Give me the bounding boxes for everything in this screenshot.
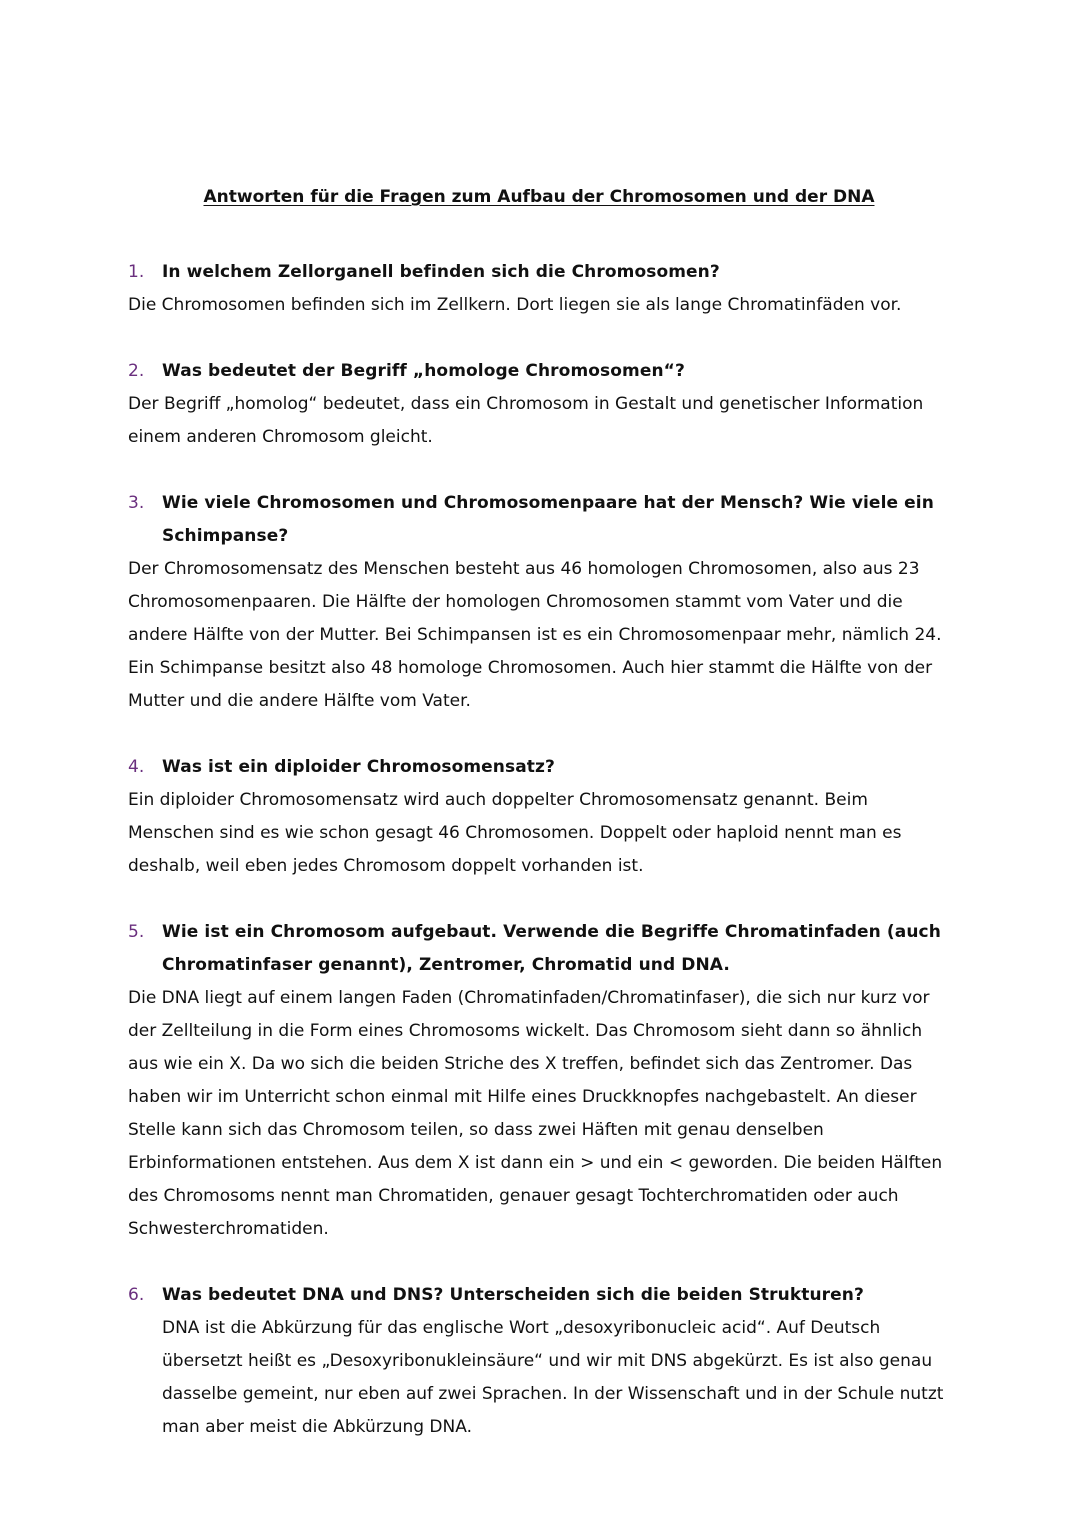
question-text-6: Was bedeutet DNA und DNS? Unterscheiden sich die beiden Strukturen?: [162, 1285, 864, 1305]
question-number-1: 1.: [128, 262, 145, 282]
question-text-4: Was ist ein diploider Chromosomensatz?: [162, 757, 555, 777]
question-number-3: 3.: [128, 493, 145, 513]
question-4: [128, 751, 950, 784]
question-text-2: Was bedeutet der Begriff „homologe Chromosomen“?: [162, 361, 685, 381]
question-3: [128, 487, 950, 553]
question-5: [128, 916, 950, 982]
qa-item-6: [128, 1279, 950, 1444]
question-number-5: 5.: [128, 922, 145, 942]
document-title: Antworten für die Fragen zum Aufbau der Chromosomen und der DNA: [203, 187, 875, 207]
qa-item-2: [128, 355, 950, 454]
document-page: [128, 180, 950, 1477]
answer-1: Die Chromosomen befinden sich im Zellkern. Dort liegen sie als lange Chromatinfäden vor.: [128, 295, 902, 315]
answer-6: DNA ist die Abkürzung für das englische Wort „desoxyribonucleic acid“. Auf Deutsch übersetzt heißt es „Desoxyribonukleinsäure“ und wir mit DNS abgekürzt. Es ist also genau dasselbe gemeint, nur eben auf zwei Sprachen. In der Wissenschaft und in der Schule nutzt man aber meist die Abkürzung DNA.: [162, 1318, 944, 1437]
answer-2: Der Begriff „homolog“ bedeutet, dass ein Chromosom in Gestalt und genetischer Information einem anderen Chromosom gleicht.: [128, 394, 924, 447]
qa-item-5: [128, 916, 950, 1246]
question-text-3: Wie viele Chromosomen und Chromosomenpaare hat der Mensch? Wie viele ein Schimpanse?: [162, 493, 934, 546]
qa-item-3: [128, 487, 950, 718]
question-6: [128, 1279, 950, 1312]
question-2: [128, 355, 950, 388]
qa-item-4: [128, 751, 950, 883]
question-number-4: 4.: [128, 757, 145, 777]
answer-3: Der Chromosomensatz des Menschen besteht aus 46 homologen Chromosomen, also aus 23 Chromosomenpaaren. Die Hälfte der homologen Chromosomen stammt vom Vater und die andere Hälfte von der Mutter. Bei Schimpansen ist es ein Chromosomenpaar mehr, nämlich 24. Ein Schimpanse besitzt also 48 homologe Chromosomen. Auch hier stammt die Hälfte von der Mutter und die andere Hälfte vom Vater.: [128, 559, 942, 711]
question-number-6: 6.: [128, 1285, 145, 1305]
answer-5: Die DNA liegt auf einem langen Faden (Chromatinfaden/Chromatinfaser), die sich nur kurz vor der Zellteilung in die Form eines Chromosoms wickelt. Das Chromosom sieht dann so ähnlich aus wie ein X. Da wo sich die beiden Striche des X treffen, befindet sich das Zentromer. Das haben wir im Unterricht schon einmal mit Hilfe eines Druckknopfes nachgebastelt. An dieser Stelle kann sich das Chromosom teilen, so dass zwei Häften mit genau denselben Erbinformationen entstehen. Aus dem X ist dann ein > und ein < geworden. Die beiden Hälften des Chromosoms nennt man Chromatiden, genauer gesagt Tochterchromatiden oder auch Schwesterchromatiden.: [128, 988, 943, 1239]
question-text-1: In welchem Zellorganell befinden sich die Chromosomen?: [162, 262, 720, 282]
answer-4: Ein diploider Chromosomensatz wird auch doppelter Chromosomensatz genannt. Beim Menschen sind es wie schon gesagt 46 Chromosomen. Doppelt oder haploid nennt man es deshalb, weil eben jedes Chromosom doppelt vorhanden ist.: [128, 790, 902, 876]
question-text-5: Wie ist ein Chromosom aufgebaut. Verwende die Begriffe Chromatinfaden (auch Chromatinfaser genannt), Zentromer, Chromatid und DNA.: [162, 922, 941, 975]
question-number-2: 2.: [128, 361, 145, 381]
question-1: [128, 256, 950, 289]
qa-item-1: [128, 256, 950, 322]
